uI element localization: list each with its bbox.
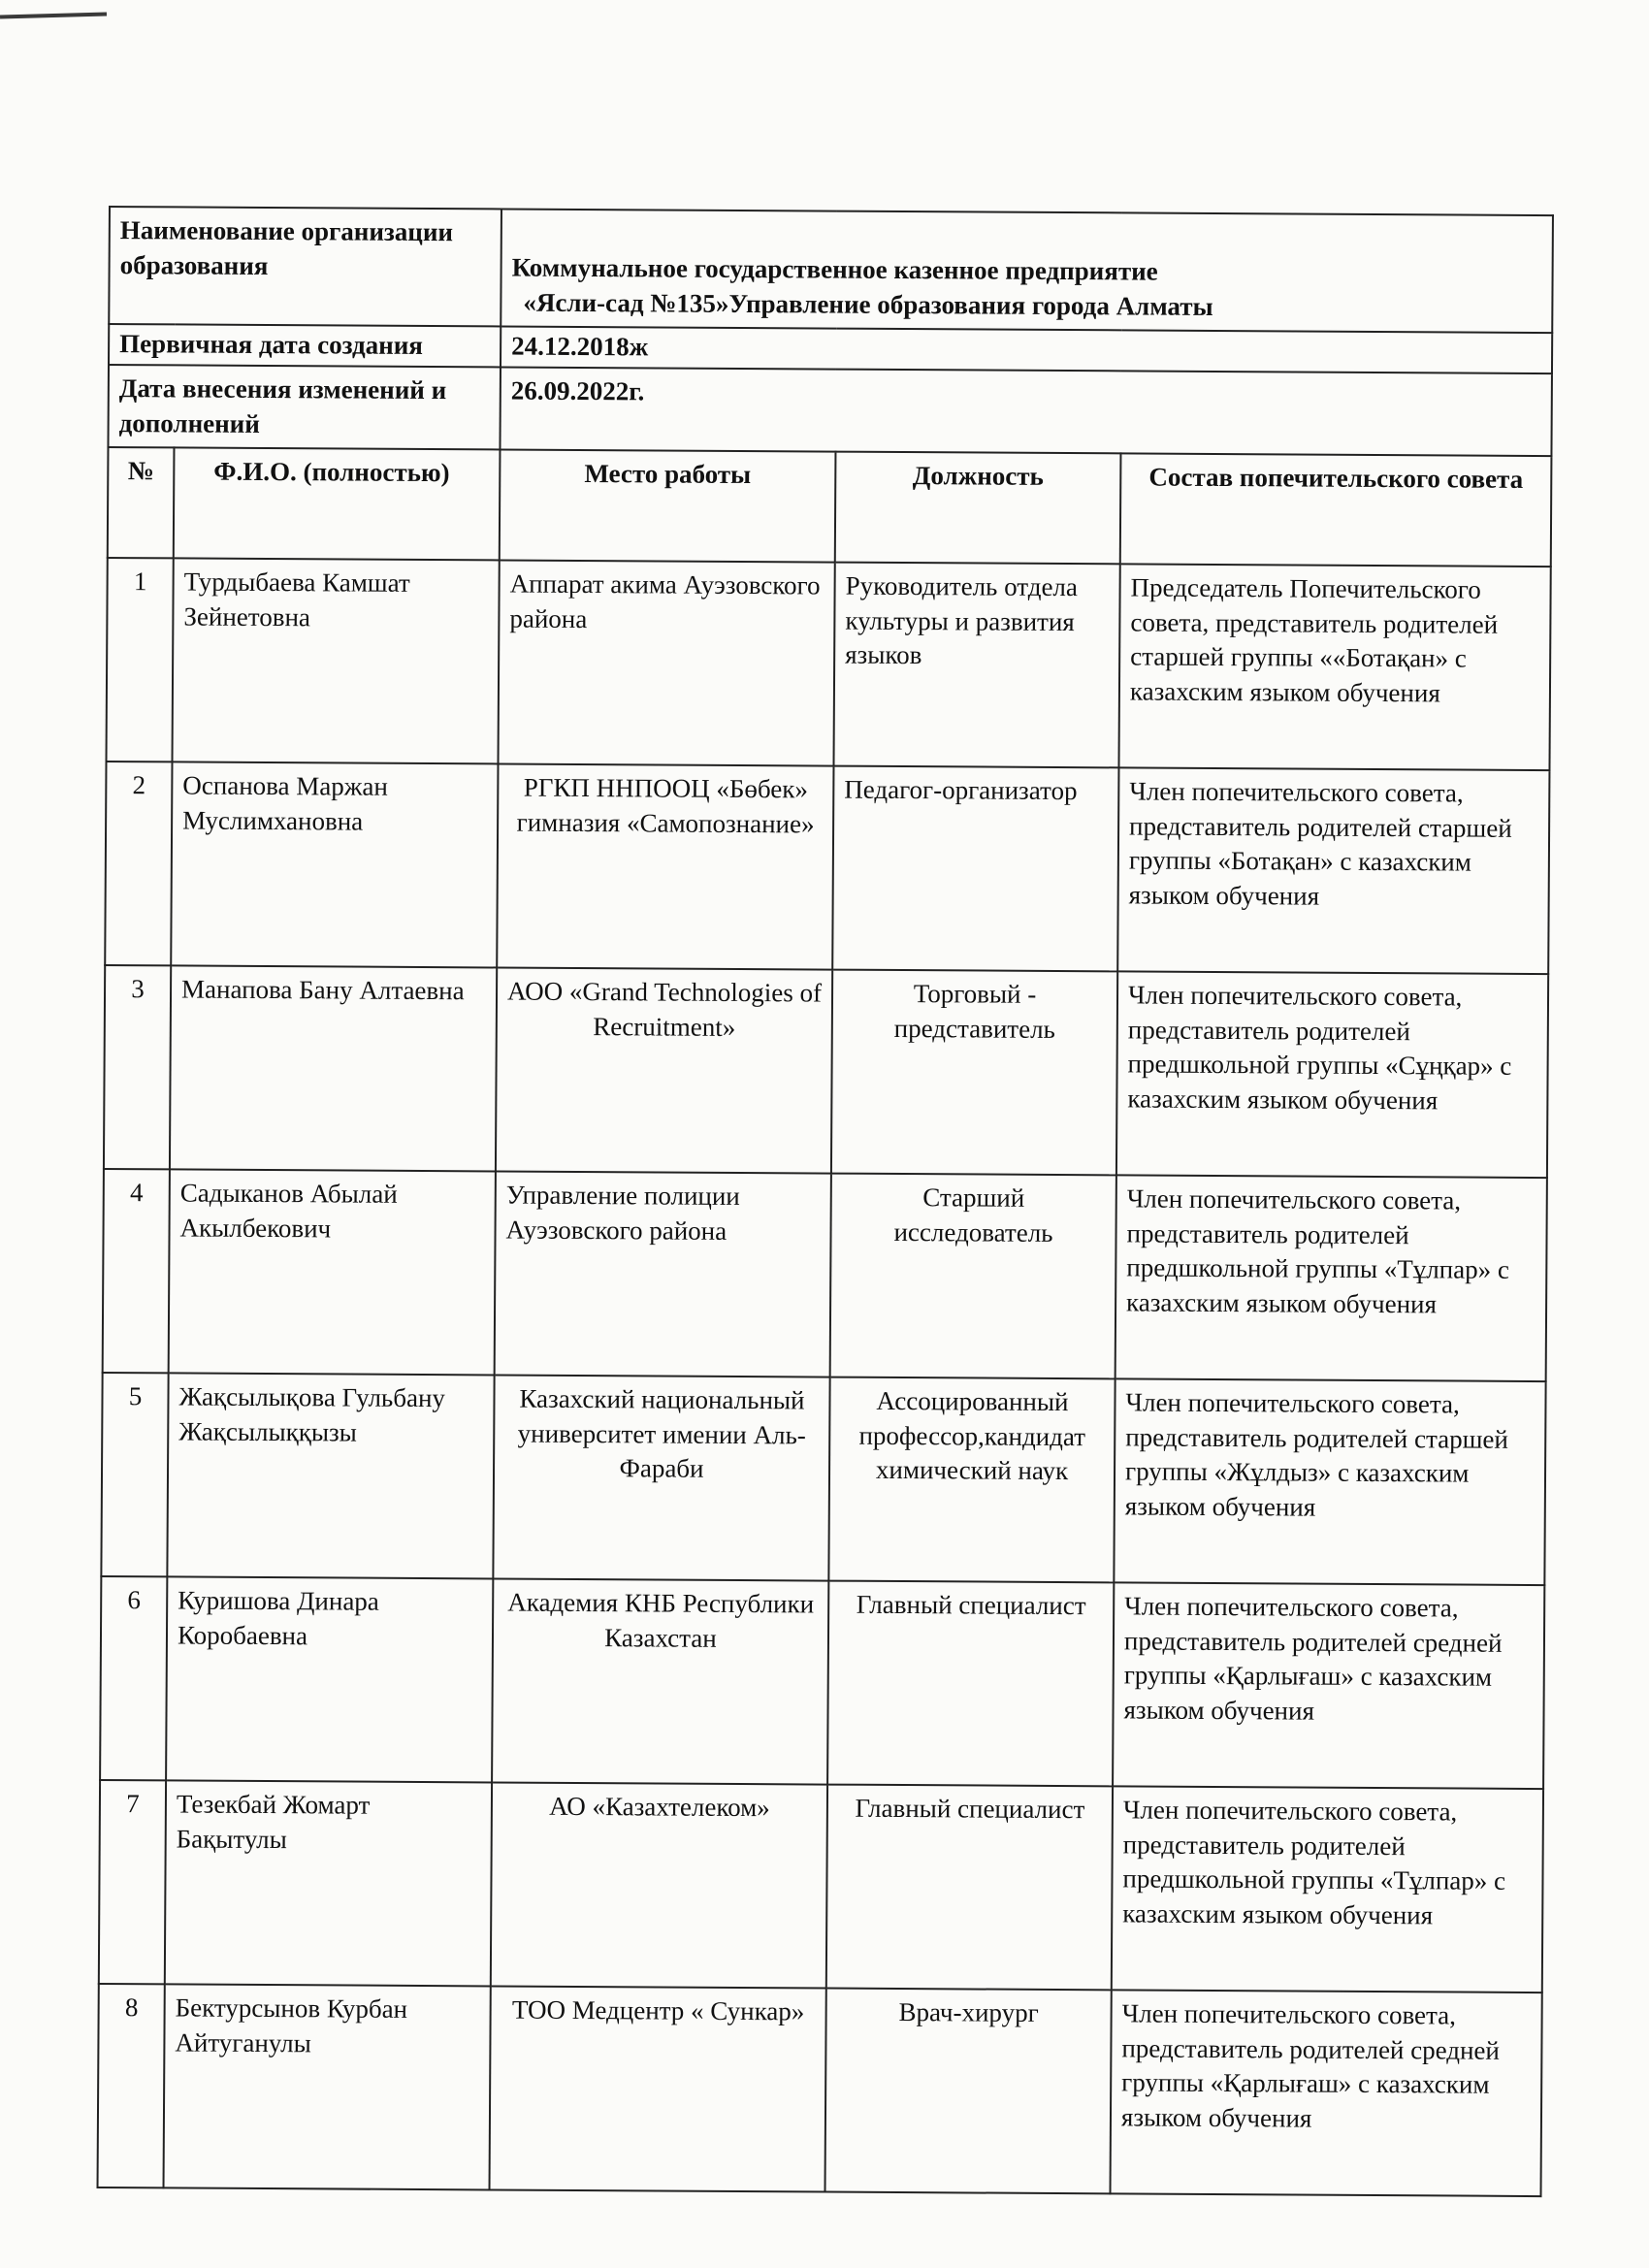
table-row: [99, 1780, 1543, 1993]
row-council: Член попечительского совета, представитель родителей предшкольной группы «Тұлпар» с казахским языком обучения: [1112, 1786, 1543, 1993]
document-sheet: [97, 206, 1552, 2197]
row-fio: Тезекбай Жомарт Бақытулы: [165, 1781, 492, 1987]
row-council: Член попечительского совета, представитель родителей средней группы «Қарлығаш» с казахским языком обучения: [1110, 1990, 1541, 2196]
row-position: Ассоцированный профессор,кандидат химический наук: [828, 1377, 1115, 1583]
column-header-council: Состав попечительского совета: [1120, 454, 1552, 567]
created-date-label: Первичная дата создания: [109, 324, 501, 367]
row-fio: Оспанова Маржан Муслимхановна: [171, 762, 498, 968]
row-position: Старший исследователь: [830, 1174, 1116, 1379]
org-name-line-1: Коммунальное государственное казенное предприятие: [511, 252, 1158, 286]
row-fio: Садыканов Абылай Акылбекович: [169, 1170, 496, 1376]
table-row: [98, 1984, 1542, 2196]
row-work: АО «Казахтелеком»: [491, 1783, 827, 1989]
table-row: [101, 1373, 1545, 1585]
column-header-work: Место работы: [500, 450, 836, 563]
row-work: ТОО Медцентр « Сункар»: [490, 1987, 826, 2192]
table-row: [100, 1576, 1544, 1789]
row-num: 3: [104, 965, 171, 1169]
org-name-label: Наименование организации образования: [109, 207, 501, 327]
row-num: 7: [99, 1780, 166, 1984]
row-council: Член попечительского совета, представитель родителей предшкольной группы «Тұлпар» с казахским языком обучения: [1116, 1175, 1547, 1381]
row-council: Член попечительского совета, представитель родителей предшкольной группы «Сұңқар» с казахским языком обучения: [1116, 971, 1548, 1178]
row-position: Руководитель отдела культуры и развития языков: [833, 563, 1119, 768]
row-work: АОО «Grand Technologies of Recruitment»: [496, 968, 832, 1174]
row-position: Главный специалист: [826, 1785, 1113, 1991]
row-fio: Куришова Динара Коробаевна: [166, 1577, 493, 1783]
trustee-council-table: [97, 206, 1554, 2197]
table-row: [105, 761, 1549, 974]
org-name-line-2: «Ясли-сад №135»Управление образования города Алматы: [523, 287, 1213, 321]
column-header-position: Должность: [835, 452, 1121, 565]
row-num: 1: [106, 558, 173, 761]
row-work: Казахский национальный университет имении Аль-Фараби: [493, 1376, 829, 1581]
row-council: Член попечительского совета, представитель родителей средней группы «Қарлығаш» с казахским языком обучения: [1113, 1582, 1544, 1789]
row-fio: Бектурсынов Курбан Айтуганулы: [164, 1985, 491, 2190]
row-fio: Турдыбаева Камшат Зейнетовна: [172, 559, 499, 764]
row-position: Торговый - представитель: [831, 970, 1117, 1176]
row-fio: Жақсылықова Гульбану Жақсылыққызы: [167, 1374, 494, 1579]
row-num: 8: [98, 1984, 165, 2187]
table-row: [106, 558, 1550, 770]
org-name-value: [501, 209, 1553, 333]
row-council: Член попечительского совета, представитель родителей старшей группы «Жұлдыз» с казахским языком обучения: [1114, 1378, 1545, 1585]
changed-date-row: [108, 365, 1552, 456]
row-num: 4: [103, 1169, 170, 1373]
row-work: Аппарат акима Ауэзовского района: [498, 561, 834, 766]
scan-mark: [0, 13, 107, 19]
created-date-value: 24.12.2018ж: [501, 327, 1552, 373]
org-name-row: [109, 207, 1553, 333]
column-header-num: №: [108, 447, 175, 558]
changed-date-label: Дата внесения изменений и дополнений: [108, 365, 501, 450]
row-council: Член попечительского совета, представитель родителей старшей группы «Ботақан» с казахским языком обучения: [1117, 767, 1549, 974]
row-position: Главный специалист: [827, 1581, 1114, 1787]
row-work: Академия КНБ Республики Казахстан: [492, 1579, 828, 1785]
table-row: [104, 965, 1548, 1178]
row-position: Врач-хирург: [825, 1989, 1112, 2194]
changed-date-value: 26.09.2022г.: [500, 367, 1552, 456]
row-num: 6: [100, 1576, 167, 1780]
column-header-fio: Ф.И.О. (полностью): [174, 448, 501, 561]
row-fio: Манапова Бану Алтаевна: [170, 966, 497, 1172]
row-work: Управление полиции Ауэзовского района: [495, 1172, 831, 1377]
row-position: Педагог-организатор: [832, 766, 1118, 972]
row-council: Председатель Попечительского совета, представитель родителей старшей группы ««Ботақан» с казахским языком обучения: [1118, 565, 1550, 771]
row-num: 2: [105, 761, 172, 965]
column-header-row: [108, 447, 1552, 567]
table-row: [103, 1169, 1547, 1381]
row-num: 5: [101, 1373, 168, 1576]
row-work: РГКП ННПООЦ «Бөбек» гимназия «Самопознание»: [497, 764, 833, 970]
